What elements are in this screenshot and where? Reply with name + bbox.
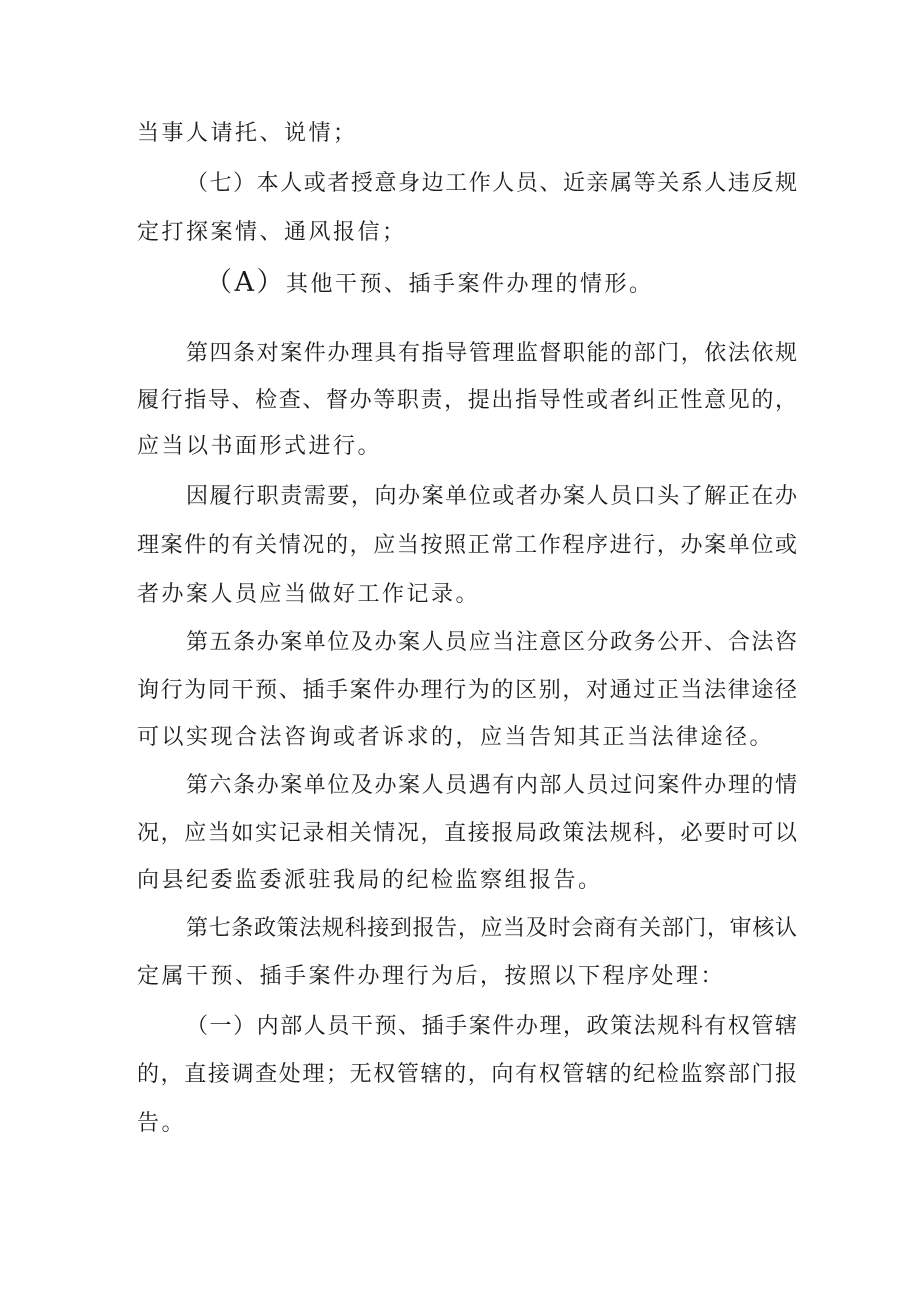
text-line: 理案件的有关情况的，应当按照正常工作程序进行，办案单位或 <box>137 533 797 558</box>
text-line: 第五条办案单位及办案人员应当注意区分政务公开、合法咨 <box>186 630 797 655</box>
list-marker: （A） <box>205 267 286 298</box>
text-line: （一）内部人员干预、插手案件办理，政策法规科有权管辖 <box>186 1014 797 1039</box>
text-line: 况，应当如实记录相关情况，直接报局政策法规科，必要时可以 <box>137 821 797 846</box>
text-line: 者办案人员应当做好工作记录。 <box>137 582 481 607</box>
text-line: 定打探案情、通风报信； <box>137 220 407 245</box>
list-item-eight <box>205 268 797 300</box>
list-item-text: 其他干预、插手案件办理的情形。 <box>286 272 654 297</box>
text-line: 告。 <box>137 1111 187 1136</box>
text-line: 因履行职责需要，向办案单位或者办案人员口头了解正在办 <box>186 484 797 509</box>
text-line: 定属干预、插手案件办理行为后，按照以下程序处理： <box>137 964 726 989</box>
text-line: 第七条政策法规科接到报告，应当及时会商有关部门，审核认 <box>186 916 797 941</box>
text-line: 第四条对案件办理具有指导管理监督职能的部门，依法依规 <box>186 341 797 366</box>
text-line: 向县纪委监委派驻我局的纪检监察组报告。 <box>137 868 603 893</box>
text-line: 当事人请托、说情； <box>137 121 358 146</box>
text-line: 询行为同干预、插手案件办理行为的区别，对通过正当法律途径 <box>137 678 797 703</box>
text-line: 的，直接调查处理；无权管辖的，向有权管辖的纪检监察部门报 <box>137 1062 797 1087</box>
text-line: 履行指导、检查、督办等职责，提出指导性或者纠正性意见的， <box>137 388 797 413</box>
text-line: 应当以书面形式进行。 <box>137 434 383 459</box>
text-line: （七）本人或者授意身边工作人员、近亲属等关系人违反规 <box>186 171 797 196</box>
text-line: 第六条办案单位及办案人员遇有内部人员过问案件办理的情 <box>186 773 797 798</box>
text-line: 可以实现合法咨询或者诉求的，应当告知其正当法律途径。 <box>137 725 775 750</box>
